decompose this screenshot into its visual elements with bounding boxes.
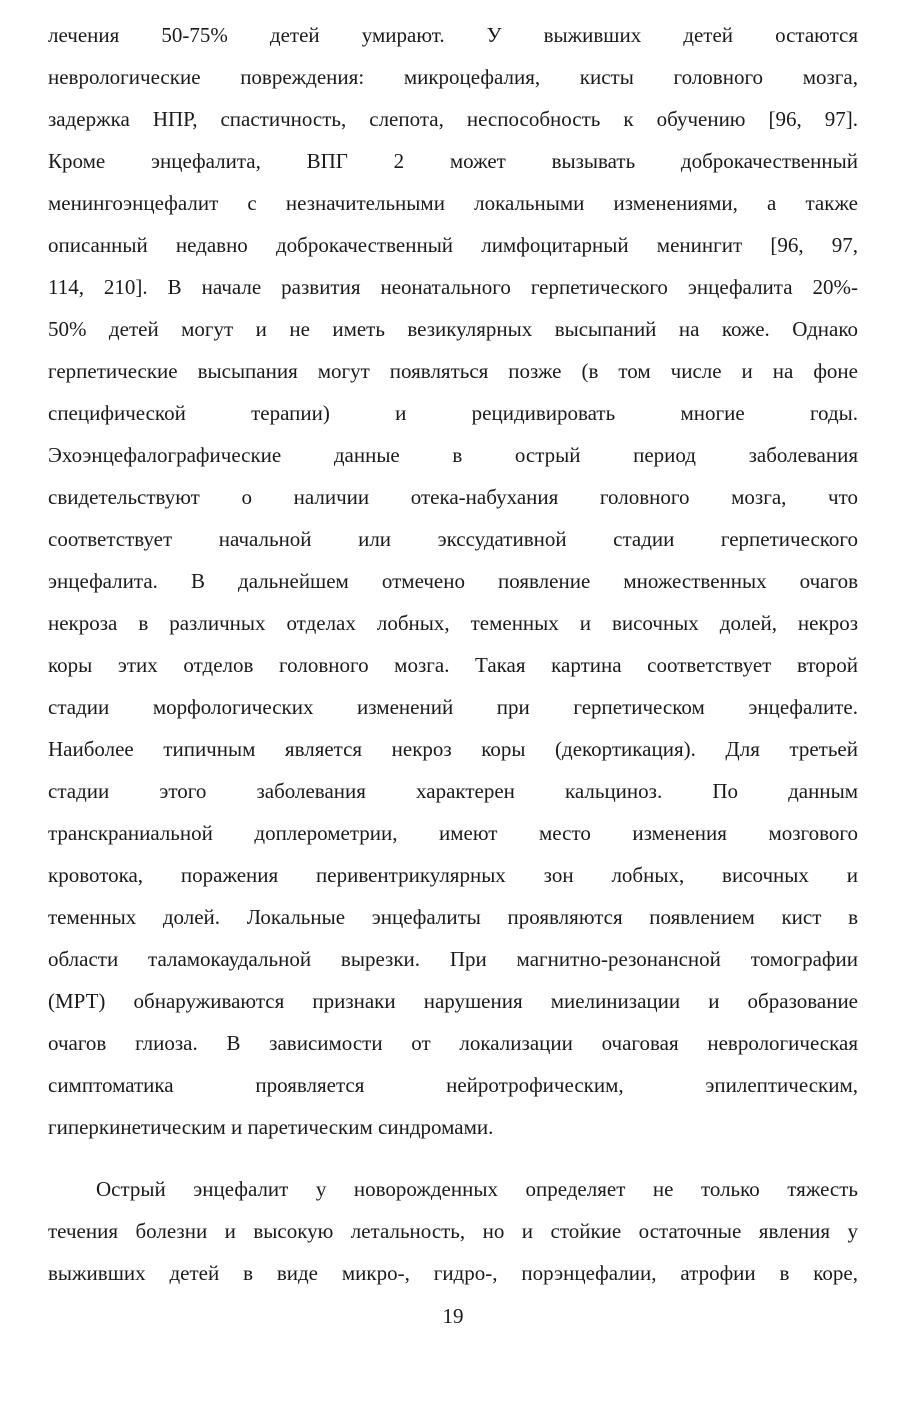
text-line: стадии морфологических изменений при герпетическом энцефалите.	[48, 695, 858, 719]
text-line: симптоматика проявляется нейротрофическим, эпилептическим,	[48, 1073, 858, 1097]
text-line: энцефалита. В дальнейшем отмечено появление множественных очагов	[48, 569, 858, 593]
text-line: течения болезни и высокую летальность, но и стойкие остаточные явления у	[48, 1219, 858, 1243]
text-line: некроза в различных отделах лобных, теменных и височных долей, некроз	[48, 611, 858, 635]
text-line: области таламокаудальной вырезки. При магнитно-резонансной томографии	[48, 947, 858, 971]
text-line: 50% детей могут и не иметь везикулярных высыпаний на коже. Однако	[48, 317, 858, 341]
text-line: Острый энцефалит у новорожденных определяет не только тяжесть	[96, 1177, 858, 1201]
text-line: (МРТ) обнаруживаются признаки нарушения миелинизации и образование	[48, 989, 858, 1013]
text-line: свидетельствуют о наличии отека-набухания головного мозга, что	[48, 485, 858, 509]
text-line: выживших детей в виде микро-, гидро-, порэнцефалии, атрофии в коре,	[48, 1261, 858, 1285]
text-line: транскраниальной доплерометрии, имеют место изменения мозгового	[48, 821, 858, 845]
page-number: 19	[442, 1304, 464, 1328]
text-line: задержка НПР, спастичность, слепота, неспособность к обучению [96, 97].	[48, 107, 858, 131]
text-line: специфической терапии) и рецидивировать многие годы.	[48, 401, 858, 425]
text-line: коры этих отделов головного мозга. Такая картина соответствует второй	[48, 653, 858, 677]
text-line: очагов глиоза. В зависимости от локализации очаговая неврологическая	[48, 1031, 858, 1055]
text-line: лечения 50-75% детей умирают. У выживших детей остаются	[48, 23, 858, 47]
text-line: 114, 210]. В начале развития неонатального герпетического энцефалита 20%-	[48, 275, 858, 299]
text-line: теменных долей. Локальные энцефалиты проявляются появлением кист в	[48, 905, 858, 929]
text-line: герпетические высыпания могут появляться позже (в том числе и на фоне	[48, 359, 858, 383]
text-line: Наиболее типичным является некроз коры (декортикация). Для третьей	[48, 737, 858, 761]
text-line: Кроме энцефалита, ВПГ 2 может вызывать доброкачественный	[48, 149, 858, 173]
text-line: неврологические повреждения: микроцефалия, кисты головного мозга,	[48, 65, 858, 89]
text-line: менингоэнцефалит с незначительными локальными изменениями, а также	[48, 191, 858, 215]
text-line: Эхоэнцефалографические данные в острый период заболевания	[48, 443, 858, 467]
text-line: соответствует начальной или экссудативной стадии герпетического	[48, 527, 858, 551]
text-line: кровотока, поражения перивентрикулярных зон лобных, височных и	[48, 863, 858, 887]
text-line: описанный недавно доброкачественный лимфоцитарный менингит [96, 97,	[48, 233, 858, 257]
text-line: стадии этого заболевания характерен кальциноз. По данным	[48, 779, 858, 803]
text-line: гиперкинетическим и паретическим синдромами.	[48, 1115, 494, 1139]
